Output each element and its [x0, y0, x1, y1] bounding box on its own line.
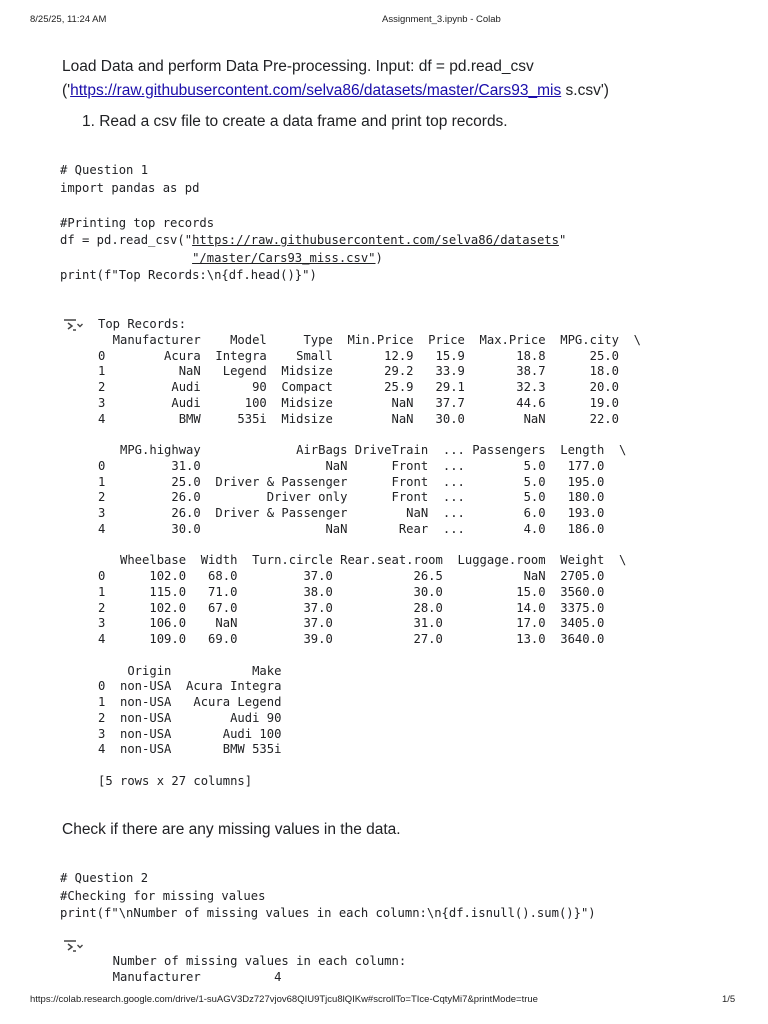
code-line: # Question 1 — [60, 163, 149, 177]
intro-open-paren: (' — [62, 82, 71, 99]
output-title: Top Records: — [98, 317, 187, 331]
code-url-string: "/master/Cars93_miss.csv" — [192, 250, 376, 265]
code-line: print(f"\nNumber of missing values in each column:\n{df.isnull().sum()}") — [60, 906, 596, 920]
code-line: # Question 2 — [60, 871, 149, 885]
cell-output-2 — [98, 954, 406, 986]
table-row: 0 non-USA Acura Integra — [98, 679, 282, 694]
print-datetime: 8/25/25, 11:24 AM — [30, 14, 107, 25]
table-header: Manufacturer Model Type Min.Price Price Max.Price MPG.city \ — [98, 332, 641, 347]
table-row: 3 non-USA Audi 100 — [98, 726, 282, 741]
code-line: df = pd.read_csv(" — [60, 233, 193, 247]
output-toggle-icon[interactable] — [62, 317, 84, 333]
code-url-string: https://raw.githubusercontent.com/selva86/datasets — [192, 233, 559, 247]
code-close: ) — [375, 250, 383, 265]
code-line: #Checking for missing values — [60, 888, 266, 903]
print-url: https://colab.research.google.com/drive/1-suAGV3Dz727vjov68QIU9Tjcu8lQIKw#scrollTo=TIce-CqtyMi7&printMode=true — [30, 994, 538, 1005]
table-row: 1 25.0 Driver & Passenger Front ... 5.0 195.0 — [98, 474, 605, 489]
code-line: #Printing top records — [60, 215, 215, 230]
table-row: 0 31.0 NaN Front ... 5.0 177.0 — [98, 458, 605, 473]
code-cell-1[interactable] — [60, 162, 566, 285]
intro-link-rest: s.csv') — [561, 82, 609, 99]
table-row: 2 non-USA Audi 90 — [98, 710, 282, 725]
intro-step-1: 1. Read a csv file to create a data frame and print top records. — [82, 113, 508, 130]
code-quote: " — [558, 233, 567, 247]
print-page-number: 1/5 — [722, 994, 736, 1005]
table-row: 3 Audi 100 Midsize NaN 37.7 44.6 19.0 — [98, 395, 619, 410]
table-row: 1 non-USA Acura Legend — [98, 695, 282, 709]
intro-line-1: Load Data and perform Data Pre-processing. Input: df = pd.read_csv — [62, 58, 534, 75]
table-row: 3 26.0 Driver & Passenger NaN ... 6.0 193.0 — [98, 506, 605, 520]
intro-line-2 — [62, 82, 609, 100]
table-row: 2 102.0 67.0 37.0 28.0 14.0 3375.0 — [98, 600, 605, 615]
code-line: print(f"Top Records:\n{df.head()}") — [60, 268, 317, 282]
table-row: 2 26.0 Driver only Front ... 5.0 180.0 — [98, 490, 605, 505]
cell-output-1 — [98, 317, 641, 790]
table-row: 0 Acura Integra Small 12.9 15.9 18.8 25.0 — [98, 348, 619, 363]
table-row: 0 102.0 68.0 37.0 26.5 NaN 2705.0 — [98, 569, 605, 583]
output-summary: [5 rows x 27 columns] — [98, 773, 253, 788]
table-row: 4 BMW 535i Midsize NaN 30.0 NaN 22.0 — [98, 411, 619, 426]
code-cell-2[interactable] — [60, 870, 596, 923]
output-title: Number of missing values in each column: — [98, 954, 407, 968]
missing-values-heading: Check if there are any missing values in the data. — [62, 821, 401, 838]
table-row: 2 Audi 90 Compact 25.9 29.1 32.3 20.0 — [98, 380, 619, 394]
table-row: 4 109.0 69.0 39.0 27.0 13.0 3640.0 — [98, 632, 605, 646]
table-row: 1 115.0 71.0 38.0 30.0 15.0 3560.0 — [98, 584, 605, 599]
output-toggle-icon[interactable] — [62, 938, 84, 954]
dataset-link[interactable]: https://raw.githubusercontent.com/selva86/datasets/master/Cars93_mis — [70, 82, 562, 99]
table-row: 4 30.0 NaN Rear ... 4.0 186.0 — [98, 521, 605, 536]
table-row: 4 non-USA BMW 535i — [98, 742, 282, 757]
code-line: import pandas as pd — [60, 180, 200, 195]
table-header: Origin Make — [98, 663, 282, 678]
print-doc-title: Assignment_3.ipynb - Colab — [382, 14, 501, 25]
table-row: Manufacturer 4 — [98, 969, 282, 984]
table-row: 3 106.0 NaN 37.0 31.0 17.0 3405.0 — [98, 616, 605, 631]
table-header: Wheelbase Width Turn.circle Rear.seat.room Luggage.room Weight \ — [98, 553, 627, 568]
code-indent — [60, 251, 192, 265]
table-row: 1 NaN Legend Midsize 29.2 33.9 38.7 18.0 — [98, 364, 619, 379]
table-header: MPG.highway AirBags DriveTrain ... Passengers Length \ — [98, 443, 627, 457]
